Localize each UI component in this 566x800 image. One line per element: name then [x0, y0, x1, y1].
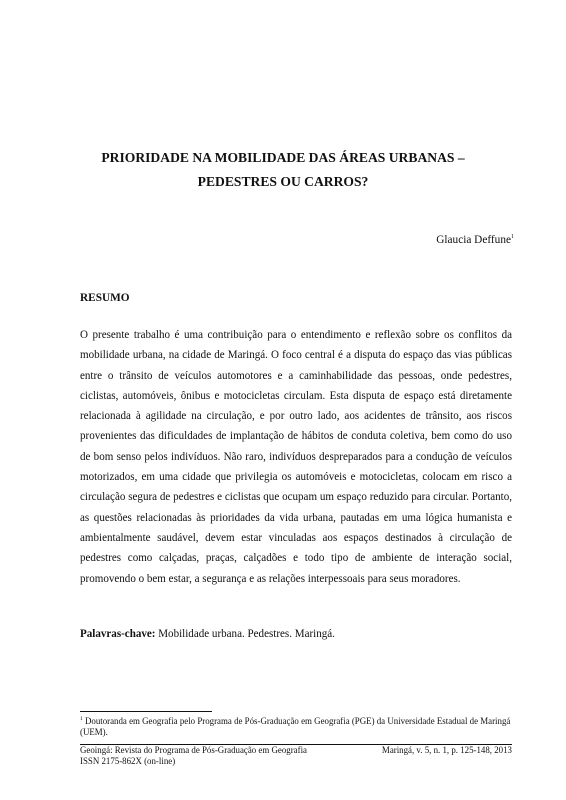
abstract-heading: RESUMO: [80, 292, 130, 304]
title-line-1: PRIORIDADE NA MOBILIDADE DAS ÁREAS URBANAS –: [101, 150, 465, 165]
footer-citation: Maringá, v. 5, n. 1, p. 125-148, 2013: [381, 745, 512, 755]
paper-title: [60, 146, 506, 194]
abstract-body: O presente trabalho é uma contribuição para o entendimento e reflexão sobre os conflitos da mobilidade urbana, na cidade de Maringá. O foco central é a disputa do espaço das vias públicas entre o trânsito de veículos automotores e a caminhabilidade das pessoas, onde pedestres, ciclistas, automóveis, ônibus e motocicletas circulam. Esta disputa de espaço está diretamente relacionada à agilidade na circulação, e por outro lado, aos acidentes de trânsito, aos riscos provenientes das dificuldades de implantação de hábitos de conduta coletiva, bem como do uso de bom senso pelos indivíduos. Não raro, indivíduos despreparados para a condução de veículos motorizados, em uma cidade que privilegia os automóveis e motocicletas, colocam em risco a circulação segura de pedestres e ciclistas que ocupam um espaço reduzido para circular. Portanto, as questões relacionadas às prioridades da vida urbana, pautadas em uma lógica humanista e ambientalmente saudável, devem estar vinculadas aos espaços destinados à circulação de pedestres como calçadas, praças, calçadões e todo tipo de ambiente de interação social, promovendo o bem estar, a segurança e as relações interpessoais para seus moradores.: [80, 329, 512, 585]
footnote-mark: 1: [80, 716, 83, 723]
footer-issn: ISSN 2175-862X (on-line): [80, 756, 176, 767]
keywords-text: Mobilidade urbana. Pedestres. Maringá.: [155, 628, 335, 640]
keywords-line: [80, 628, 512, 640]
footer-journal: Geoingá: Revista do Programa de Pós-Graduação em Geografia: [80, 745, 307, 755]
author-line: [436, 234, 514, 246]
footer-journal-info: [80, 745, 307, 768]
footnote-text: Doutoranda em Geografia pelo Programa de Pós-Graduação em Geografia (PGE) da Universidade Estadual de Maringá (UEM).: [80, 716, 511, 738]
title-line-2: PEDESTRES OU CARROS?: [197, 174, 369, 189]
author-footnote-mark: 1: [511, 234, 514, 241]
author-name: Glaucia Deffune: [436, 234, 511, 246]
keywords-label: Palavras-chave:: [80, 628, 156, 640]
footnote-divider: [80, 711, 212, 712]
footnote: [80, 716, 512, 738]
